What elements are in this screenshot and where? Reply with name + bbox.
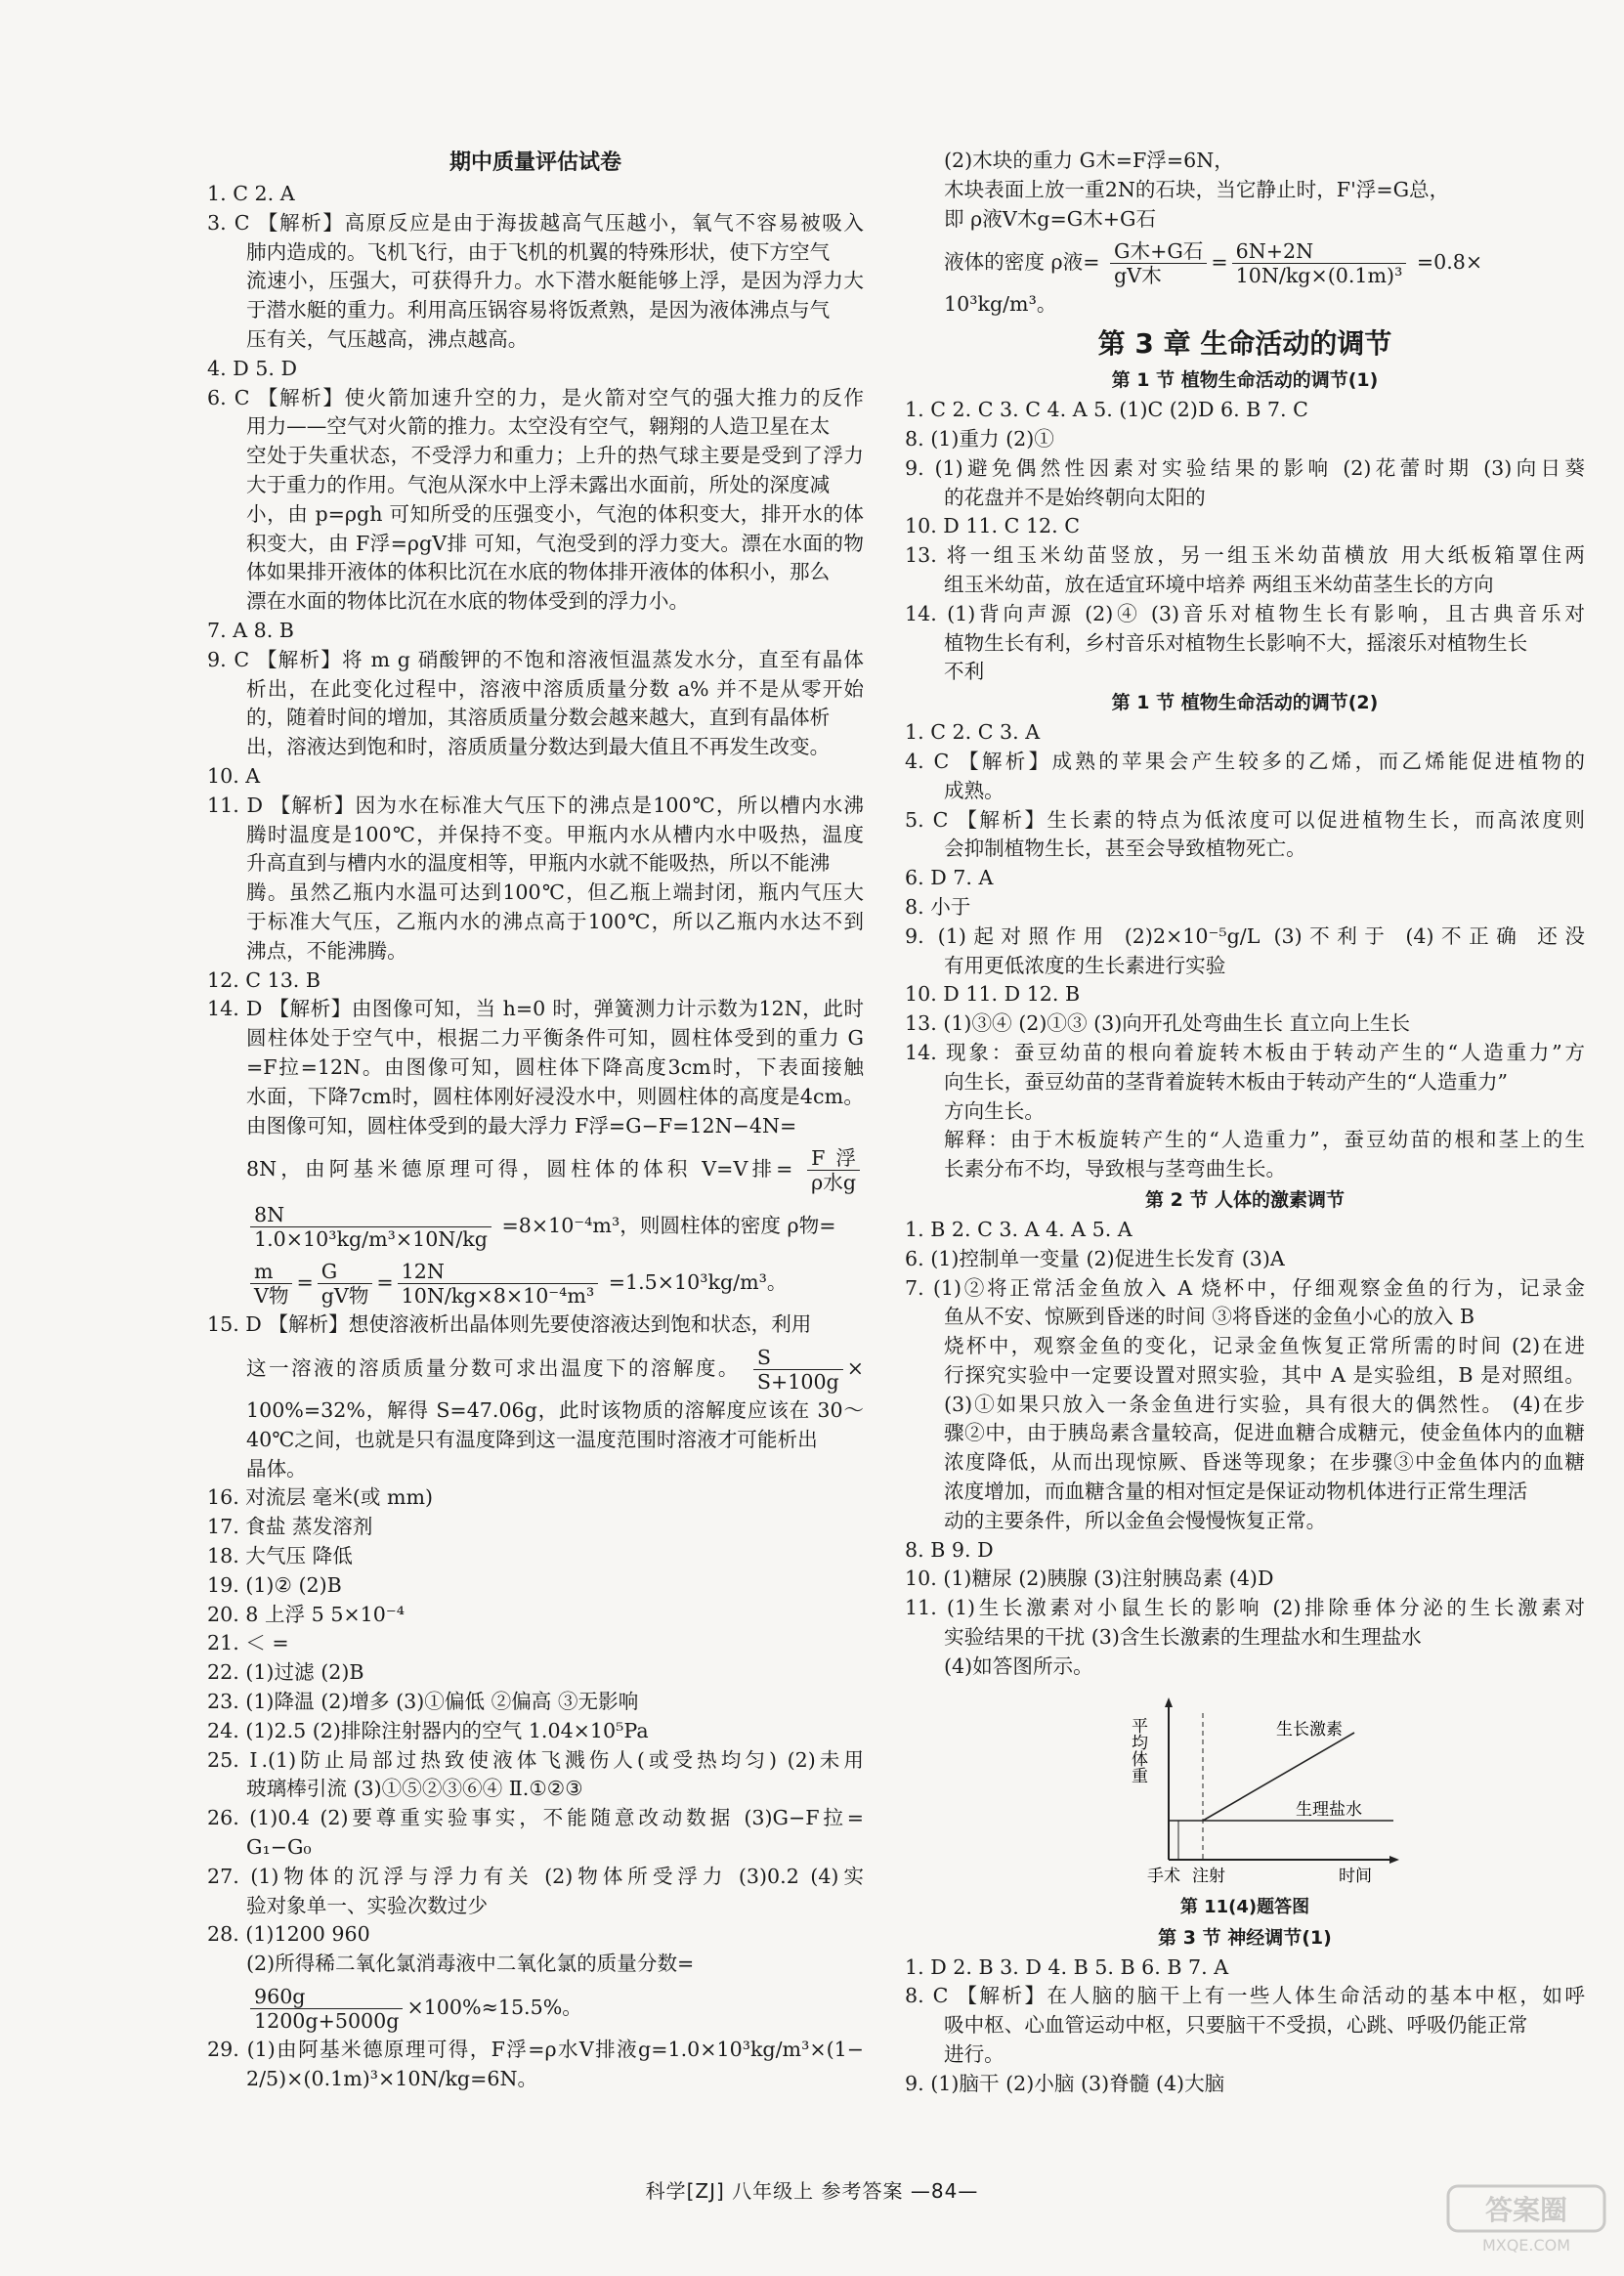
answer-line: 7. (1)②将正常活金鱼放入 A 烧杯中，仔细观察金鱼的行为，记录金 <box>905 1275 1585 1300</box>
answer-line: 8. 小于 <box>905 894 971 919</box>
answer-list <box>207 1310 864 1340</box>
text: ×100%≈15.5%。 <box>406 1996 582 2020</box>
answer-line: 26. (1)0.4 (2)要尊重实验事实，不能随意改动数据 (3)G−F拉= <box>207 1806 864 1830</box>
answer-line: 有用更低浓度的生长素进行实验 <box>944 953 1226 977</box>
answer-line: (2)所得稀二氧化氯消毒液中二氧化氯的质量分数= <box>246 1952 695 1976</box>
answer-line: 漂在水面的物体比沉在水底的物体受到的浮力小。 <box>246 589 690 614</box>
answer-line: 向生长，蚕豆幼苗的茎背着旋转木板由于转动产生的“人造重力” <box>944 1069 1509 1094</box>
answer-line: 实验结果的干扰 (3)含生长激素的生理盐水和生理盐水 <box>944 1625 1422 1650</box>
answer-list <box>207 1396 864 1979</box>
answer-line: 会抑制植物生长，甚至会导致植物死亡。 <box>944 837 1306 861</box>
answer-line: 长素分布不均，导致根与茎弯曲生长。 <box>944 1157 1287 1181</box>
left-column <box>207 147 864 2094</box>
text: 液体的密度 ρ液= <box>944 250 1100 275</box>
answer-line: 6. C 【解析】使火箭加速升空的力，是火箭对空气的强大推力的反作 <box>207 385 864 409</box>
answer-line <box>207 1140 864 1197</box>
answer-line: 9. (1)避免偶然性因素对实验结果的影响 (2)花蕾时期 (3)向日葵 <box>905 455 1585 480</box>
answer-list <box>207 2036 864 2094</box>
fraction <box>1110 239 1207 287</box>
section-title: 第 3 节 神经调节(1) <box>1158 1926 1332 1949</box>
series-label-saline: 生理盐水 <box>1296 1799 1362 1820</box>
answer-line: =F拉=12N。由图像可知，圆柱体下降高度3cm时，下表面接触 <box>246 1054 864 1079</box>
answer-line: 进行。 <box>944 2042 1004 2067</box>
answer-line: 沸点，不能沸腾。 <box>246 938 407 963</box>
answer-line: 腾。虽然乙瓶内水温可达到100℃，但乙瓶上端封闭，瓶内气压大 <box>246 880 864 905</box>
answer-line: 流速小，压强大，可获得升力。水下潜水艇能够上浮，是因为浮力大 <box>246 269 864 293</box>
answer-line: 肺内造成的。飞机飞行，由于飞机的机翼的特殊形状，使下方空气 <box>246 239 831 264</box>
answer-line: 6. (1)控制单一变量 (2)促进生长发育 (3)A <box>905 1246 1285 1270</box>
answer-line: 玻璃棒引流 (3)①⑤②③⑥④ Ⅱ.①②③ <box>246 1777 583 1801</box>
answer-line: 9. C 【解析】将 m g 硝酸钾的不饱和溶液恒温蒸发水分，直至有晶体 <box>207 647 864 671</box>
answer-line: 19. (1)② (2)B <box>207 1572 342 1597</box>
x-axis-arrow <box>1389 1856 1399 1864</box>
answer-line: 40℃之间，也就是只有温度降到这一温度范围时溶液才可能析出 <box>246 1427 818 1451</box>
denominator: S+100g <box>756 1370 839 1395</box>
answer-line: 29. (1)由阿基米德原理可得，F浮=ρ水V排液g=1.0×10³kg/m³×(1− <box>207 2038 864 2062</box>
answer-line: 方向生长。 <box>944 1098 1045 1123</box>
answer-line: 9. (1)脑干 (2)小脑 (3)脊髓 (4)大脑 <box>905 2071 1225 2095</box>
series-label-hormone: 生长激素 <box>1276 1719 1343 1739</box>
answer-line: 验对象单一、实验次数过少 <box>246 1893 489 1917</box>
denominator: gV物 <box>321 1284 369 1309</box>
answer-line: 14. D 【解析】由图像可知，当 h=0 时，弹簧测力计示数为12N，此时 <box>207 997 864 1021</box>
answer-list <box>905 1216 1585 1682</box>
fraction <box>753 1346 843 1394</box>
answer-line: 7. A 8. B <box>207 618 294 642</box>
answer-line: 动的主要条件，所以金鱼会慢慢恢复正常。 <box>944 1508 1327 1532</box>
numerator: m <box>250 1260 292 1284</box>
fraction <box>807 1146 860 1194</box>
tick-label-surgery: 手术 <box>1147 1866 1180 1886</box>
answer-line: 析出，在此变化过程中，溶液中溶质质量分数 a% 并不是从零开始 <box>246 676 864 701</box>
numerator: S <box>753 1346 843 1370</box>
answer-list <box>905 396 1585 687</box>
page-footer: 科学[ZJ] 八年级上 参考答案 —84— <box>645 2179 979 2203</box>
svg-text:MXQE.COM: MXQE.COM <box>1481 2236 1571 2255</box>
answer-line: 体如果排开液体的体积比沉在水底的物体排开液体的体积小，那么 <box>246 560 831 584</box>
answer-line: 1. C 2. A <box>207 182 295 205</box>
fraction <box>250 1260 292 1308</box>
answer-line: 2/5)×(0.1m)³×10N/kg=6N。 <box>246 2066 538 2090</box>
fraction <box>318 1260 373 1308</box>
answer-line: 1. C 2. C 3. C 4. A 5. (1)C (2)D 6. B 7. C <box>905 398 1308 422</box>
answer-line: 14. 现象：蚕豆幼苗的根向着旋转木板由于转动产生的“人造重力”方 <box>905 1040 1585 1064</box>
answer-line: 于潜水艇的重力。利用高压锅容易将饭煮熟，是因为液体沸点与气 <box>246 298 831 322</box>
numerator: 960g <box>250 1985 403 2009</box>
answer-line <box>207 1340 864 1396</box>
answer-line: 浓度降低，从而出现惊厥、昏迷等现象；在步骤③中金鱼体内的血糖 <box>944 1450 1585 1475</box>
text: 8N，由阿基米德原理可得，圆柱体的体积 V=V排= <box>246 1157 793 1181</box>
answer-line: 3. C 【解析】高原反应是由于海拔越高气压越小，氧气不容易被吸入 <box>207 210 864 235</box>
text: × <box>846 1356 864 1381</box>
answer-line: 成熟。 <box>944 778 1004 802</box>
answer-line: 骤②中，由于胰岛素含量较高，促进血糖合成糖元，使金鱼体内的血糖 <box>944 1421 1585 1445</box>
answer-line: 10. D 11. D 12. B <box>905 982 1081 1007</box>
text: =1.5×10³kg/m³。 <box>608 1270 788 1295</box>
answer-line: 积变大，由 F浮=ρgV排 可知，气泡受到的浮力变大。漂在水面的物 <box>246 531 864 555</box>
answer-line: 21. ＜ = <box>207 1631 289 1655</box>
answer-line: (3)①如果只放入一条金鱼进行实验，具有很大的偶然性。 (4)在步 <box>944 1392 1585 1416</box>
answer-line: 即 ρ液V木g=G木+G石 <box>944 206 1157 231</box>
y-axis-arrow <box>1165 1697 1173 1707</box>
answer-line: 8. (1)重力 (2)① <box>905 426 1054 451</box>
answer-line: 4. C 【解析】成熟的苹果会产生较多的乙烯，而乙烯能促进植物的 <box>905 749 1585 773</box>
answer-line: 6. D 7. A <box>905 866 994 890</box>
y-axis-label: 平均体重 <box>1130 1716 1147 1783</box>
answer-line: 14. (1)背向声源 (2)④ (3)音乐对植物生长有影响，且古典音乐对 <box>905 601 1585 625</box>
answer-line <box>207 1197 864 1254</box>
answer-line: 8. B 9. D <box>905 1537 994 1562</box>
answer-line: 22. (1)过滤 (2)B <box>207 1660 364 1685</box>
answer-line: 1. D 2. B 3. D 4. B 5. B 6. B 7. A <box>905 1954 1229 1979</box>
numerator: G <box>318 1260 373 1284</box>
denominator: 1.0×10³kg/m³×10N/kg <box>254 1227 488 1252</box>
answer-line <box>207 1979 864 2036</box>
answer-line: 晶体。 <box>246 1456 307 1481</box>
numerator: 6N+2N <box>1232 239 1407 264</box>
answer-line: 吸中枢、心血管运动中枢，只要脑干不受损，心跳、呼吸仍能正常 <box>944 2013 1528 2038</box>
text: 这一溶液的溶质质量分数可求出温度下的溶解度。 <box>246 1356 741 1381</box>
text: =0.8× <box>1416 250 1483 275</box>
answer-line: 出，溶液达到饱和时，溶质质量分数达到最大值且不再发生改变。 <box>246 735 831 759</box>
answer-line: (4)如答图所示。 <box>944 1653 1093 1678</box>
answer-line: 大于重力的作用。气泡从深水中上浮未露出水面前，所处的深度减 <box>246 472 831 496</box>
numerator: 8N <box>250 1203 491 1227</box>
answer-line: 行探究实验中一定要设置对照实验，其中 A 是实验组，B 是对照组。 <box>944 1362 1585 1387</box>
answer-line: 植物生长有利，乡村音乐对植物生长影响不大，摇滚乐对植物生长 <box>944 630 1528 655</box>
answer-line: 13. 将一组玉米幼苗竖放，另一组玉米幼苗横放 用大纸板箱罩住两 <box>905 543 1585 568</box>
answer-line: 16. 对流层 毫米(或 mm) <box>207 1485 434 1510</box>
denominator: gV木 <box>1114 264 1162 288</box>
answer-line: 15. D 【解析】想使溶液析出晶体则先要使溶液达到饱和状态，利用 <box>207 1312 812 1337</box>
answer-line: (2)木块的重力 G木=F浮=6N， <box>944 149 1234 172</box>
numerator: 12N <box>398 1260 599 1284</box>
answer-line: 27. (1)物体的沉浮与浮力有关 (2)物体所受浮力 (3)0.2 (4)实 <box>207 1864 864 1888</box>
answer-line: 鱼从不安、惊厥到昏迷的时间 ③将昏迷的金鱼小心的放入 B <box>944 1305 1475 1329</box>
answer-line: 23. (1)降温 (2)增多 (3)①偏低 ②偏高 ③无影响 <box>207 1690 639 1714</box>
right-column <box>905 147 1585 2099</box>
fraction <box>250 1203 491 1251</box>
tick-label-injection: 注射 <box>1192 1866 1225 1886</box>
answer-line: 1. B 2. C 3. A 4. A 5. A <box>905 1217 1133 1241</box>
answer-line: 4. D 5. D <box>207 356 297 380</box>
fraction <box>398 1260 599 1308</box>
answer-line: 11. D 【解析】因为水在标准大气压下的沸点是100℃，所以槽内水沸 <box>207 793 864 817</box>
text: =8×10⁻⁴m³，则圆柱体的密度 ρ物= <box>501 1214 836 1238</box>
answer-line: 腾时温度是100℃，并保持不变。甲瓶内水从槽内水中吸热，温度 <box>246 822 864 846</box>
answer-line: 25. Ⅰ.(1)防止局部过热致使液体飞溅伤人(或受热均匀) (2)未用 <box>207 1747 864 1772</box>
answer-line: 烧杯中，观察金鱼的变化，记录金鱼恢复正常所需的时间 (2)在进 <box>944 1334 1585 1358</box>
answer-line: 100%=32%，解得 S=47.06g，此时该物质的溶解度应该在 30～ <box>246 1398 864 1423</box>
svg-text:答案圈: 答案圈 <box>1484 2194 1568 2226</box>
answer-line: 9. (1)起对照作用 (2)2×10⁻⁵g/L (3)不利于 (4)不正确 还没 <box>905 923 1585 948</box>
answer-line: 10³kg/m³。 <box>944 292 1057 317</box>
answer-line: 用力——空气对火箭的推力。太空没有空气，翱翔的人造卫星在太 <box>246 414 831 439</box>
denominator: 10N/kg×8×10⁻⁴m³ <box>401 1284 595 1309</box>
figure-caption: 第 11(4)题答图 <box>1179 1896 1310 1917</box>
numerator: F浮 <box>807 1146 860 1171</box>
answer-line: 木块表面上放一重2N的石块，当它静止时，F'浮=G总， <box>944 177 1450 201</box>
answer-line: 水面，下降7cm时，圆柱体刚好浸没水中，则圆柱体的高度是4cm。 <box>246 1084 864 1108</box>
section-title: 第 1 节 植物生命活动的调节(2) <box>1111 692 1379 714</box>
denominator: 10N/kg×(0.1m)³ <box>1235 264 1403 288</box>
answer-line: 的，随着时间的增加，其溶质质量分数会越来越大，直到有晶体析 <box>246 706 831 730</box>
answer-line: 18. 大气压 降低 <box>207 1544 353 1568</box>
answer-line: 17. 食盐 蒸发溶剂 <box>207 1515 373 1539</box>
denominator: V物 <box>254 1284 289 1309</box>
answer-line: 空处于失重状态，不受浮力和重力；上升的热气球主要是受到了浮力 <box>246 444 864 468</box>
answer-list <box>905 1954 1585 2099</box>
answer-line: 不利 <box>944 660 985 684</box>
answer-line: G₁−G₀ <box>246 1835 312 1860</box>
answer-line: $\frac{m}{\text{V物}}$ = $\frac{G}{\text{gV物}}$ = $\frac{12N}{\text{10N/kg×8×10⁻⁴m³}}$ =1.5×10³kg/m³。 <box>207 1254 864 1310</box>
chapter-title: 第 3 章 生命活动的调节 <box>1097 327 1392 361</box>
answer-line: 12. C 13. B <box>207 967 321 992</box>
section-heading-midterm: 期中质量评估试卷 <box>449 150 621 175</box>
answer-line: 解释：由于木板旋转产生的“人造重力”，蚕豆幼苗的根和茎上的生 <box>944 1128 1585 1152</box>
answer-line: 1. C 2. C 3. A <box>905 720 1041 745</box>
answer-line: 20. 8 上浮 5 5×10⁻⁴ <box>207 1602 406 1626</box>
answer-line: 压有关，气压越高，沸点越高。 <box>246 326 529 351</box>
answer-line: 8. C 【解析】在人脑的脑干上有一些人体生命活动的基本中枢，如呼 <box>905 1984 1585 2008</box>
answer-line: 13. (1)③④ (2)①③ (3)向开孔处弯曲生长 直立向上生长 <box>905 1011 1411 1036</box>
numerator: G木+G石 <box>1110 239 1207 264</box>
answer-list <box>207 180 864 1140</box>
answer-graph <box>1130 1694 1403 1889</box>
answer-line: 10. D 11. C 12. C <box>905 514 1081 538</box>
answer-line: 28. (1)1200 960 <box>207 1922 370 1947</box>
answer-line: 液体的密度 ρ液= $\frac{\text{G木+G石}}{\text{gV木}}$ = $\frac{6N+2N}{\text{10N/kg×(0.1m)³}}$ =0.8× <box>944 239 1483 288</box>
answer-line: 组玉米幼苗，放在适宜环境中培养 两组玉米幼苗茎生长的方向 <box>944 572 1494 596</box>
answer-line: 小，由 p=ρgh 可知所受的压强变小，气泡的体积变大，排开水的体 <box>246 501 864 526</box>
section-title: 第 2 节 人体的激素调节 <box>1144 1188 1346 1211</box>
answer-line: 24. (1)2.5 (2)排除注射器内的空气 1.04×10⁵Pa <box>207 1718 649 1742</box>
answer-list <box>905 147 1585 234</box>
fraction <box>1232 239 1407 287</box>
answer-line: 10. A <box>207 763 261 788</box>
fraction <box>250 1985 403 2033</box>
answer-line: 于标准大气压，乙瓶内水的沸点高于100℃，所以乙瓶内水达不到 <box>246 909 864 933</box>
answer-line: 圆柱体处于空气中，根据二力平衡条件可知，圆柱体受到的重力 G <box>246 1026 864 1051</box>
denominator: ρ水g <box>811 1171 857 1195</box>
watermark-logo <box>1444 2180 1610 2258</box>
answer-line: 浓度增加，而血糖含量的相对恒定是保证动物机体进行正常生理活 <box>944 1480 1528 1504</box>
answer-line: 5. C 【解析】生长素的特点为低浓度可以促进植物生长，而高浓度则 <box>905 807 1585 832</box>
x-axis-label: 时间 <box>1339 1866 1372 1886</box>
answer-line: 由图像可知，圆柱体受到的最大浮力 F浮=G−F=12N−4N= <box>246 1113 797 1138</box>
answer-line: 10. (1)糖尿 (2)胰腺 (3)注射胰岛素 (4)D <box>905 1567 1274 1591</box>
answer-line: 11. (1)生长激素对小鼠生长的影响 (2)排除垂体分泌的生长激素对 <box>905 1596 1585 1620</box>
answer-line: 的花盘并不是始终朝向太阳的 <box>944 485 1206 509</box>
section-title: 第 1 节 植物生命活动的调节(1) <box>1111 369 1379 392</box>
answer-line: 升高直到与槽内水的温度相等，甲瓶内水就不能吸热，所以不能沸 <box>246 851 831 876</box>
denominator: 1200g+5000g <box>254 2009 400 2034</box>
answer-list <box>905 718 1585 1184</box>
